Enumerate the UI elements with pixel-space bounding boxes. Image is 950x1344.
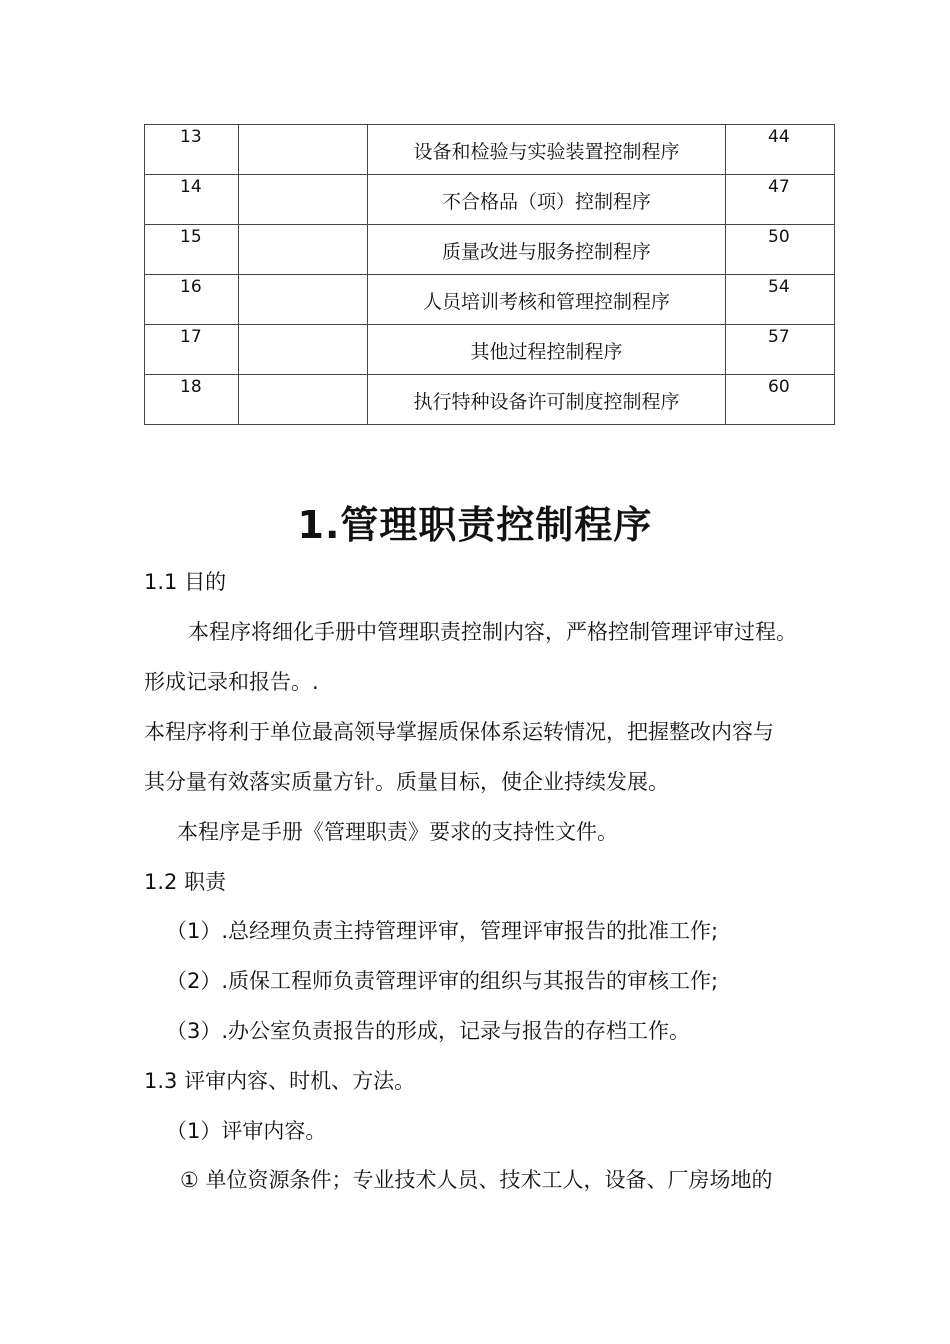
paragraph-line: 本程序将利于单位最高领导掌握质保体系运转情况，把握整改内容与 [144,720,774,744]
toc-table [144,124,835,425]
list-item: ① 单位资源条件；专业技术人员、技术工人，设备、厂房场地的 [180,1168,773,1192]
toc-number: 18 [145,375,239,425]
section-heading: 1.管理职责控制程序 [297,503,653,547]
subsection-title-responsibilities: 1.2 职责 [144,870,227,894]
list-item: （1）.总经理负责主持管理评审，管理评审报告的批准工作; [166,919,719,943]
toc-number: 15 [145,225,239,275]
table-row [145,175,835,225]
list-item: （3）.办公室负责报告的形成，记录与报告的存档工作。 [166,1019,691,1043]
toc-title: 不合格品（项）控制程序 [368,175,726,225]
toc-title: 设备和检验与实验装置控制程序 [368,125,726,175]
list-item: （1）评审内容。 [166,1119,327,1143]
toc-page-number: 44 [726,125,835,175]
toc-title: 执行特种设备许可制度控制程序 [368,375,726,425]
table-row [145,325,835,375]
toc-number: 16 [145,275,239,325]
toc-blank-cell [239,375,368,425]
paragraph-line: 形成记录和报告。. [144,670,319,694]
toc-page-number: 54 [726,275,835,325]
toc-number: 14 [145,175,239,225]
toc-page-number: 60 [726,375,835,425]
toc-number: 17 [145,325,239,375]
table-row [145,275,835,325]
toc-title: 其他过程控制程序 [368,325,726,375]
toc-page-number: 50 [726,225,835,275]
toc-blank-cell [239,125,368,175]
table-row [145,225,835,275]
toc-blank-cell [239,275,368,325]
toc-page-number: 47 [726,175,835,225]
toc-title: 质量改进与服务控制程序 [368,225,726,275]
paragraph-line: 其分量有效落实质量方针。质量目标，使企业持续发展。 [144,770,669,794]
paragraph-line: 本程序将细化手册中管理职责控制内容，严格控制管理评审过程。 [188,620,797,644]
subsection-title-purpose: 1.1 目的 [144,570,227,594]
toc-blank-cell [239,175,368,225]
paragraph-line: 本程序是手册《管理职责》要求的支持性文件。 [177,820,618,844]
toc-number: 13 [145,125,239,175]
toc-title: 人员培训考核和管理控制程序 [368,275,726,325]
toc-blank-cell [239,325,368,375]
subsection-title-review: 1.3 评审内容、时机、方法。 [144,1069,416,1093]
table-row [145,375,835,425]
toc-page-number: 57 [726,325,835,375]
table-row [145,125,835,175]
list-item: （2）.质保工程师负责管理评审的组织与其报告的审核工作; [166,969,719,993]
toc-blank-cell [239,225,368,275]
